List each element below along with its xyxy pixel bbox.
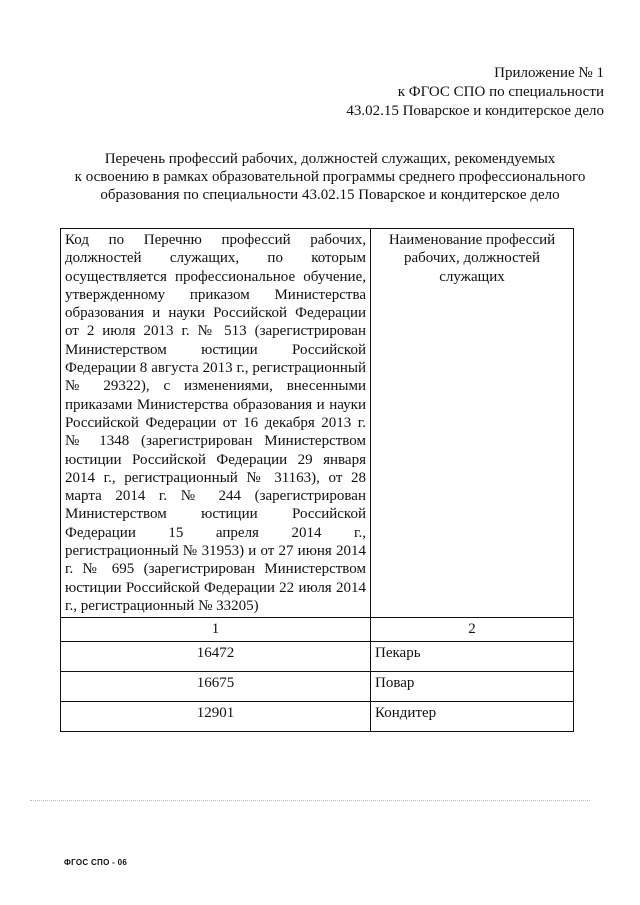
profession-code: 16675 [61, 672, 371, 702]
profession-name: Кондитер [371, 702, 574, 732]
profession-code: 12901 [61, 702, 371, 732]
table-header-row [61, 229, 574, 618]
header-code-cell: Код по Перечню профессий рабочих, должностей служащих, по которым осуществляется профессиональное обучение, утвержденному приказом Министерства образования и науки Российской Федерации от 2 июля 2013 г. № 513 (зарегистрирован Министерством юстиции Российской Федерации 8 августа 2013 г., регистрационный № 29322), с изменениями, внесенными приказами Министерства образования и науки Российской Федерации от 16 декабря 2013 г. № 1348 (зарегистрирован Министерством юстиции Российской Федерации 29 января 2014 г., регистрационный № 31163), от 28 марта 2014 г. № 244 (зарегистрирован Министерством юстиции Российской Федерации 15 апреля 2014 г., регистрационный № 31953) и от 27 июня 2014 г. № 695 (зарегистрирован Министерством юстиции Российской Федерации 22 июля 2014 г., регистрационный № 33205) [61, 229, 371, 618]
title-line-3: образования по специальности 43.02.15 Поварское и кондитерское дело [100, 187, 560, 203]
header-name-cell: Наименование профессий рабочих, должностей служащих [371, 229, 574, 618]
table-row [61, 702, 574, 732]
appendix-number: Приложение № 1 [494, 65, 604, 81]
column-number-1: 1 [61, 618, 371, 642]
table-row [61, 672, 574, 702]
profession-code: 16472 [61, 642, 371, 672]
professions-table [60, 228, 574, 732]
appendix-standard: к ФГОС СПО по специальности [397, 84, 604, 100]
table-row [61, 642, 574, 672]
column-number-2: 2 [371, 618, 574, 642]
column-number-row [61, 618, 574, 642]
footer-code: ФГОС СПО - 06 [64, 858, 128, 867]
scan-artifact-line [30, 800, 590, 803]
profession-name: Повар [371, 672, 574, 702]
appendix-specialty: 43.02.15 Поварское и кондитерское дело [346, 103, 604, 119]
title-line-1: Перечень профессий рабочих, должностей служащих, рекомендуемых [104, 151, 556, 167]
title-line-2: к освоению в рамках образовательной программы среднего профессионального [74, 169, 586, 185]
appendix-header [346, 64, 604, 121]
document-title [60, 150, 600, 204]
profession-name: Пекарь [371, 642, 574, 672]
